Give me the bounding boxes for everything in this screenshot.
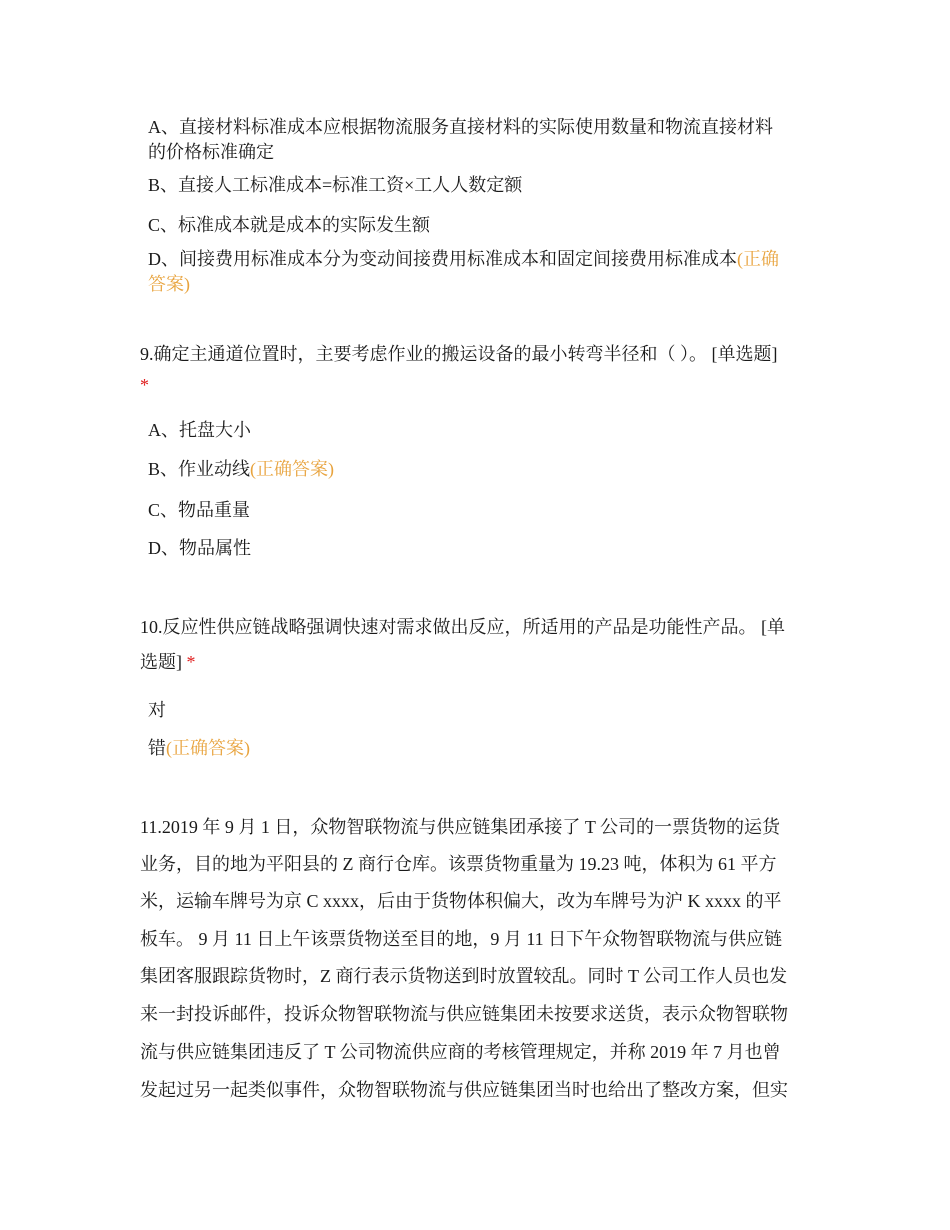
option-text: A、直接材料标准成本应根据物流服务直接材料的实际使用数量和物流直接材料 [148,117,773,137]
option-text: 的价格标准确定 [148,142,274,162]
option-text: B、作业动线 [148,459,251,479]
required-marker: * [140,375,149,395]
question-text-line: 集团客服跟踪货物时，Z 商行表示货物送到时放置较乱。同时 T 公司工作人员也发 [140,966,788,986]
option-b [148,457,334,481]
question-text-line: 来一封投诉邮件，投诉众物智联物流与供应链集团未按要求送货，表示众物智联物 [140,1004,788,1024]
option-d: D、物品属性 [148,538,251,558]
required-marker: * [186,652,196,672]
correct-answer-tag: (正确答案) [166,738,250,758]
question-text-line: 米，运输车牌号为京 C xxxx，后由于货物体积偏大，改为车牌号为沪 K xxxx 的平 [140,891,782,911]
question-text-line: 板车。 9 月 11 日上午该票货物送至目的地，9 月 11 日下午众物智联物流与供应链 [140,929,783,949]
option-text: D、间接费用标准成本分为变动间接费用标准成本和固定间接费用标准成本 [148,249,737,269]
question-text-line: 业务，目的地为平阳县的 Z 商行仓库。该票货物重量为 19.23 吨，体积为 61 平方 [140,854,777,874]
option-text: 错 [148,738,166,758]
question-text-line: 11.2019 年 9 月 1 日，众物智联物流与供应链集团承接了 T 公司的一票货物的运货 [140,817,780,837]
option-false [148,736,250,760]
q8-option-c: C、标准成本就是成本的实际发生额 [148,215,431,235]
correct-answer-tag: (正确答案) [250,459,335,479]
correct-answer-tag: (正确 [737,249,779,269]
question-title: 选题] [140,652,182,672]
option-a: A、托盘大小 [148,420,251,440]
option-c: C、物品重量 [148,500,251,520]
question-title: 9.确定主通道位置时，主要考虑作业的搬运设备的最小转弯半径和（ ）。 [单选题] [140,344,778,364]
question-text-line: 流与供应链集团违反了 T 公司物流供应商的考核管理规定，并称 2019 年 7 月也曾 [140,1042,781,1062]
correct-answer-tag: 答案) [148,274,190,294]
question-text-line: 发起过另一起类似事件，众物智联物流与供应链集团当时也给出了整改方案，但实 [140,1080,788,1100]
option-true: 对 [148,700,166,720]
question-title: 10.反应性供应链战略强调快速对需求做出反应，所适用的产品是功能性产品。 [单 [140,617,785,637]
q8-option-b: B、直接人工标准成本=标准工资×工人人数定额 [148,175,523,195]
